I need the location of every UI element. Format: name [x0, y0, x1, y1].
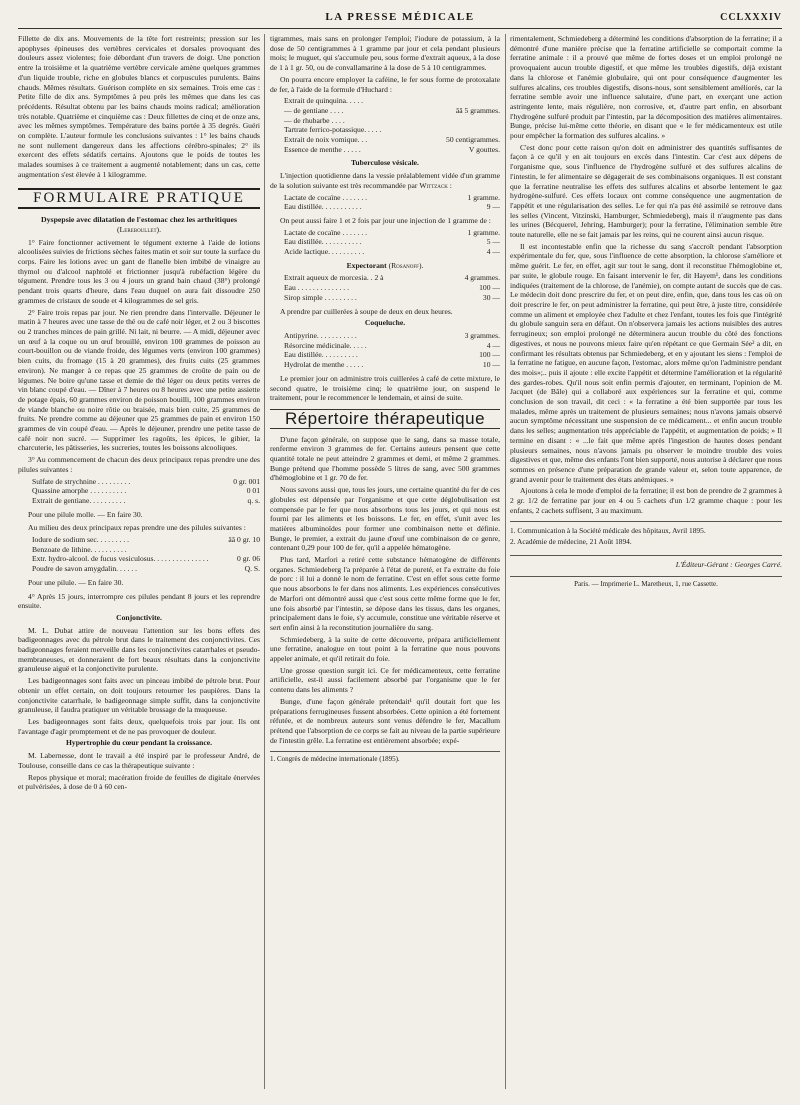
rx-ingredient: — de rhubarbe . . . . — [284, 115, 345, 125]
subsection-title-text: Dyspepsie avec dilatation de l'estomac chez les arthritiques — [41, 215, 237, 225]
prescription — [284, 193, 500, 212]
paragraph — [270, 171, 500, 190]
column-3 — [510, 34, 782, 1089]
rx-ingredient: — de gentiane . . . . — [284, 105, 344, 115]
rx-ingredient: Extrait de noix vomique. . . — [284, 135, 368, 145]
rx-ingredient: Sirop simple . . . . . . . . . — [284, 292, 357, 302]
column-2 — [270, 34, 500, 1089]
rx-ingredient: Acide lactique. . . . . . . . . . — [284, 247, 365, 257]
paragraph: Schmiedeberg, à la suite de cette découverte, prépara artificiellement une ferratine, analogue en tout point à la ferratine que nous pouvons appeler animale, et qu'il retirait du foie. — [270, 634, 500, 664]
paragraph: Le premier jour on administre trois cuillerées à café de cette mixture, le second quatre, le troisième cinq; le quatrième jour, on suspend le traitement, pour le recommencer le lendemain, et ainsi de suite. — [270, 373, 500, 403]
subsection-title: Hypertrophie du cœur pendant la croissance. — [66, 738, 212, 748]
printer-credit: Paris. — Imprimerie L. Maretheux, 1, rue Cassette. — [510, 576, 782, 590]
subsection-title: Coqueluche. — [364, 318, 406, 328]
paragraph: tigrammes, mais sans en prolonger l'emploi; l'iodure de potassium, à la dose de 50 centigrammes à 1 gramme par jour et cela pendant plusieurs mois; le muguet, qui s'accumule peu, sous forme d'extrait aqueux, à la dose de 1 à 1 gr. 50, ou de convallamarine à la dose de 5 à 10 centigrammes. — [270, 34, 500, 73]
rx-ingredient: Résorcine médicinale. . . . . — [284, 340, 367, 350]
rx-ingredient: Eau distillée. . . . . . . . . . — [284, 350, 358, 360]
subsection-title — [270, 261, 500, 271]
prescription — [284, 273, 500, 302]
rx-dose: ââ 0 gr. 10 — [228, 535, 260, 545]
rx-ingredient: Benzoate de lithine. . . . . . . . . . — [32, 544, 127, 554]
paragraph: Plus tard, Marfori a retiré cette substance hématogène de différents organes. Schmiedeberg l'a préparée à l'état de pureté, et l'a extraite du foie de porc : il lui a donné le nom de ferratine. C'est en effet sous cette forme que nous absorbons le fer dans nos aliments. Les expériences consécutives de Marfori ont démontré aussi que c'est sous cette même forme que le fer, une fois absorbé par l'intestin, se dépose dans les tissus, dans les organes, principalement dans le foie, s'y accumule, constitue une véritable réserve et sert enfin ainsi à la reconstitution journalière du sang. — [270, 555, 500, 632]
paragraph: rimentalement, Schmiedeberg a déterminé les conditions d'absorption de la ferratine; il a démontré d'une manière précise que la ferratine artificielle se comportait comme la ferratine animale : il a prouvé que même de fortes doses et un emploi prolongé ne provoquaient aucun trouble digestif, et que même les troubles digestifs, déjà existant dans la chlorose et l'anémie globulaire, qui ont pour conséquence d'augmenter les sulfures alcalins, ces troubles digestifs, disons-nous, sont sensiblement améliorés, car la ferratine semble avoir une influence salutaire, d'une part, en exerçant une action astringente lente, mais régulière, non corrosive, et, d'autre part enfin, en absorbant l'hydrogène sulfuré produit par l'intestin, par la décomposition des matières alimentaires. Bunge, précise lui-même cette théorie, en disant que « le fer médicamenteux est utile pour empêcher la formation des sulfures alcalins. » — [510, 34, 782, 141]
paragraph: D'une façon générale, on suppose que le sang, dans sa masse totale, renferme environ 3 grammes de fer. Certains auteurs pensent que cette quantité totale ne peut atteindre 2 grammes et demi, et même 2 grammes. Bunge prétend que l'homme possède 5 litres de sang, avec 500 grammes d'hémoglobine et 1 gr. 70 de fer. — [270, 434, 500, 483]
subsection-title: Conjonctivite. — [116, 612, 162, 622]
rx-ingredient: Eau distillée. . . . . . . . . . . — [284, 202, 362, 212]
paragraph: C'est donc pour cette raison qu'on doit en administrer des quantités suffisantes de façon à ce qu'il y en ait toujours en excès dans l'intestin. Car c'est aux dépens de l'organisme que, sous l'influence de l'hydrogène sulfuré et des sulfures alcalins de l'intestin, le fer alimentaire se dégagerait de ses combinaisons organiques. Il est constant que la ferratine neutralise les effets des sulfures alcalins et absorbe lentement le gaz hydrogène-sulfuré. Ces effets locaux ont comme conséquence une augmentation de l'appétit et une régularisation des selles. Le fer qui n'a pas été assimilé se retrouve dans les selles (Vincent, Vitzinski, Hamburger, Schmiedeberg), mais il n'augmente pas dans les urines (Bécquerel, Jehring, Hamburger); pour la ferratine, l'élimination semble être toute naturelle, elle ne se fait jamais par les reins, qui ne courent ainsi aucun risque. — [510, 142, 782, 240]
paragraph: Nous savons aussi que, tous les jours, une certaine quantité du fer de ces globules est dépensée par l'organisme et que cette déglobulisation est compensée par le fer que nous absorbons tous les jours, et qui nous est fourni par les aliments et les boissons. Le fer, en effet, s'unit avec les matières albuminoïdes pour former une combinaison nette et définie. Bunge, le premier, a extrait du jaune d'œuf une combinaison de ce genre, contenant 0,29 pour 100 de fer, qu'il a appelée hématogène. — [270, 485, 500, 553]
rx-dose: 3 grammes. — [464, 330, 500, 340]
paragraph: Fillette de dix ans. Mouvements de la tête fort restreints; pression sur les apophyses épineuses des vertèbres cervicales et dorsales provoquant des douleurs assez violentes; foie débordant d'un travers de doigt. Une ponction entre la troisième et la quatrième vertèbre cervicale amène quelques grammes d'un liquide trouble, riche en globules blancs et corpuscules purulents. Bains chauds. Mêmes résultats. Guérison complète en six semaines. Trois eme cas : Petite fille de dix ans. Symptômes à peu près les mêmes que dans les cas précédents. Résultat obtenu par les bains chauds moins radical; amélioration très notable. Quatrième et cinquième cas : Deux fillettes de cinq et de onze ans, avec les mêmes symptômes. Température des bains portée à 35 degrés. Guéri on complète. L'auteur formule les conclusions suivantes : 1° les bains chauds ne sont nullement dangereux dans les affections cérébro-spinales; 2° ils exercent des effets sédatifs certains. Ajoutons que le poids de toutes les malades soumises à ce traitement a augmenté notablement; dans un cas, cette augmentation s'est élevée à 1 kilogramme. — [18, 34, 260, 179]
rx-dose: q. s. — [247, 495, 260, 505]
paragraph: Au milieu des deux principaux repas prendre une des pilules suivantes : — [28, 523, 246, 533]
paragraph: Les badigeonnages sont faits avec un pinceau imbibé de pétrole brut. Pour obtenir un effet certain, on doit toujours retourner les paupières. Dans la conjonctivite catarrhale, le badigeonnage simple suffit, dans la conjonctivite granuleuse, il faudra pratiquer un véritable brossage de la muqueuse. — [18, 676, 260, 715]
author: (Rosanoff). — [388, 260, 424, 270]
rx-ingredient: Essence de menthe . . . . . — [284, 144, 361, 154]
paragraph: 2° Faire trois repas par jour. Ne rien prendre dans l'intervalle. Déjeuner le matin à 7 heures avec une tasse de thé ou de café noir léger, et 2 ou 3 biscottes ou 2 tranches minces de pain grillé. Ni lait, ni beurre. — A midi, déjeuner avec un œuf à la coque ou un œuf brouillé, environ 100 grammes de poisson au court-bouillon ou de viande froide, des légumes verts (environ 100 grammes) bien cuits, du fromage (15 à 20 grammes), des fruits cuits (25 grammes environ). Ne manger à ce repas que 25 grammes de croûte de pain ou de légumes. Ne boire qu'une tasse et demie de thé léger ou deux petits verres de vin blanc coupé d'eau. — Dîner à 7 heures ou 8 heures avec une petite assiette de potage épais, 60 grammes environ de poisson bouilli, 100 grammes environ de viande blanche ou noire rôtie ou braisée, mais bien cuite, 25 grammes de fruits. Ne prendre comme au déjeuner que 25 grammes de pain et environ 150 grammes de vin coupé d'eau. — Après le déjeuner, prendre une petite tasse de café noir non sucré. — Supprimer les ragoûts, les épices, le gibier, la charcuterie, les pâtisseries, les sucreries, toutes les boissons alcooliques. — [18, 307, 260, 453]
rx-dose: 30 — — [482, 292, 500, 302]
column-1 — [18, 34, 260, 1089]
rx-dose: Q. S. — [244, 564, 260, 574]
rx-dose: 4 — — [486, 247, 500, 257]
paragraph: 4° Après 15 jours, interrompre ces pilules pendant 8 jours et les reprendre ensuite. — [18, 591, 260, 611]
rx-dose: 4 grammes. — [464, 273, 500, 283]
paragraph: 3° Au commencement de chacun des deux principaux repas prendre une des pilules suivantes : — [18, 455, 260, 474]
rx-ingredient: Sulfate de strychnine . . . . . . . . . — [32, 476, 131, 486]
rx-dose: 100 — — [479, 350, 500, 360]
paragraph: Bunge, d'une façon générale prétendait¹ qu'il doutait fort que les préparations ferrugineuses fussent absorbées. Cette opinion a été fortement réfutée, et de nombreux auteurs sont venus défendre le fer, Macallum prétend que l'absorption de ce corps se fait au niveau de la partie supérieure de l'intestin grêle. La ferratine est entièrement absorbée; expé- — [270, 696, 500, 745]
paragraph-text: L'injection quotidienne dans la vessie préalablement vidée d'un gramme de la solution suivante est très recommandée par — [270, 171, 500, 190]
rx-ingredient: Lactate de cocaïne . . . . . . . — [284, 192, 368, 202]
paragraph: Il est incontestable enfin que la richesse du sang s'accroît pendant l'absorption expérimentale du fer, que, sous l'influence de cette absorption, la chlorose s'améliore et même guérit. Le fer, en effet, agit sur tout le sang, dont il reconstitue l'hémoglobine et, par suite, le globule rouge. En faisant intervenir le fer, dit Hayem¹, dans les conditions indiquées (traitement de la chlorose, de l'anémie), on compte autant de succès que de cas. Le médecin doit donc prescrire du fer, et on peut dire, enfin, que, dans tous les cas où on doit prescrire le fer, on peut administrer la ferratine, qui peut être, à juste titre, considérée comme un aliment et employée chez l'adulte et chez l'enfant, toutes les fois que l'intégrité du globule sanguin sera en défaut. On n'observera jamais les actions nuisibles des autres ferrugineux; son emploi prolongé ne déterminera aucun trouble du côté des fonctions digestives, et nous ne pouvons mieux faire qu'en répétant ce que Germain Sée² a dit, en confirmant les résultats obtenus par Schmiedeberg, et en y ajoutant les siens : l'emploi de la ferratine ne fatigue, en aucune façon, l'estomac, alors même qu'on l'administre pendant des mois»;.. puis il ajoute : elle excite l'appétit et détermine l'amélioration et la régularité des gardes-robes. Qu'il nous soit enfin permis d'ajouter, en terminant, l'opinion de M. Jacquet (de Bâle) qui a collaboré aux expériences sur la ferratine et qui, comme conclusion de son travail, dit ceci : « la ferratine a été bien supportée par tous les malades, même après un traitement de plusieurs semaines; nous n'avons jamais observé aucun symptôme nécessitant une suspension de ce médicament... et enfin aucun trouble dans les selles; augmentation très appréciable de l'appétit, et augmentation de poids; » Il termine en disant : « ...le fait que même après l'ingestion de hautes doses pendant plusieurs semaines, nous n'avons jamais pu observer le moindre trouble des voies digestives et que, même des enfants l'ont bien supporté, nous autorise à déclarer que nous sommes en présence d'une préparation de grande valeur et, selon toute apparence, de grand avenir pour le traitement des états anémiques. » — [510, 241, 782, 484]
footnote: 1. Congrès de médecine internationale (1895). — [270, 751, 500, 765]
paragraph: Ajoutons à cela le mode d'emploi de la ferratine; il est bon de prendre de 2 grammes à 2 gr. 1/2 de ferratine par jour en 4 ou 5 cachets d'un 1/2 gramme chaque : pour les enfants, 2 cachets suffisent, 3 au maximum. — [510, 486, 782, 515]
paragraph: Les badigeonnages sont faits deux, quelquefois trois par jour. Ils ont l'avantage d'agir promptement et de ne pas provoquer de douleur. — [18, 717, 260, 736]
rx-ingredient: Extrait de gentiane. . . . . . . . . . — [32, 495, 126, 505]
rx-dose: 5 — — [486, 237, 500, 247]
rx-dose — [446, 116, 500, 126]
rx-dose: ââ 5 grammes. — [455, 105, 500, 115]
paragraph: On peut aussi faire 1 et 2 fois par jour une injection de 1 gramme de : — [280, 215, 491, 225]
rx-ingredient: Extrait de quinquina. . . . . — [284, 96, 364, 106]
prescription — [284, 96, 500, 154]
rx-ingredient: Poudre de savon amygdalin. . . . . . — [32, 564, 138, 574]
rx-dose: 4 — — [486, 340, 500, 350]
rx-ingredient: Extrait aqueux de morcesia. . 2 à — [284, 273, 384, 283]
rx-dose: 0 gr. 001 — [233, 476, 260, 486]
rx-dose: 0 gr. 06 — [237, 554, 260, 564]
footnote: 2. Académie de médecine, 21 Août 1894. — [510, 537, 632, 547]
rx-dose: 0 01 — [246, 486, 260, 496]
rx-dose: 1 gramme. — [467, 192, 500, 202]
paragraph: 1° Faire fonctionner activement le tégument externe à l'aide de lotions alcoolisées suivies de frictions sèches faites matin et soir sur toute la surface du corps. Faire les lotions avec un gant de flanelle bien imbibé de vinaigre au thymol ou d'alcool naphtolé et frictionner jusqu'à rubéfaction légère du tégument. Prendre tous les 3 ou 4 jours un grand bain chaud (38°) prolongé pendant trois quarts d'heure, dans l'eau duquel on aura fait dissoudre 250 grammes de cristaux de soude et 4 kilogrammes de sel gris. — [18, 237, 260, 305]
paragraph: M. L. Dubat attire de nouveau l'attention sur les bons effets des badigeonnages avec du pétrole brut dans le traitement des conjonctivites. Ces badigeonnages feraient merveille dans les conjonctivites catarrhales et pseudo-membraneuses, et donneraient de fort beaux résultats dans la conjonctivite granuleuse aiguë et la conjonctivite purulente. — [18, 625, 260, 674]
rx-dose — [446, 96, 500, 106]
rx-dose: 100 — — [479, 283, 500, 293]
section-heading: FORMULAIRE PRATIQUE — [18, 188, 260, 210]
rx-dose: 9 — — [486, 202, 500, 212]
rx-dose — [446, 125, 500, 135]
rx-dose — [228, 545, 260, 555]
author: Wittzack : — [419, 180, 452, 190]
paragraph: On pourra encore employer la caféine, le fer sous forme de protoxalate de fer, à l'aide de la formule d'Huchard : — [270, 74, 500, 94]
rx-ingredient: Extr. hydro-alcool. de fucus vesiculosus. . . . . . . . . . . . . . . — [32, 554, 209, 564]
rx-note: Pour une pilule. — En faire 30. — [28, 577, 124, 587]
paragraph: Repos physique et moral; macération froide de feuilles de digitale énervées et pulvérisées, à dose de 0 à 60 cen- — [18, 772, 260, 792]
rx-dose: 10 — — [482, 360, 500, 370]
rx-dose: 1 gramme. — [467, 227, 500, 237]
rx-ingredient: Lactate de cocaïne . . . . . . . — [284, 227, 368, 237]
rx-dose: 50 centigrammes. — [446, 135, 500, 145]
footnotes — [510, 521, 782, 546]
paragraph: Une grosse question surgit ici. Ce fer médicamenteux, cette ferratine artificielle, est-il aussi facilement absorbé par l'organisme que le fer contenu dans les aliments ? — [270, 665, 500, 695]
prescription — [32, 477, 260, 506]
rx-ingredient: Eau . . . . . . . . . . . . . . — [284, 283, 349, 293]
subsection-title — [18, 215, 260, 234]
prescription — [284, 331, 500, 370]
column-rule — [505, 34, 506, 1089]
rx-ingredient: Quassine amorphe . . . . . . . . . . — [32, 486, 127, 496]
footnote: 1. Communication à la Société médicale des hôpitaux, Avril 1895. — [510, 526, 706, 536]
rx-ingredient: Antipyrine. . . . . . . . . . . — [284, 330, 357, 340]
journal-title: LA PRESSE MÉDICALE — [325, 11, 475, 23]
page-header — [18, 6, 782, 29]
rx-note: Pour une pilule molle. — En faire 30. — [28, 509, 143, 519]
subsection-title: Tuberculose vésicale. — [351, 158, 419, 168]
paragraph: A prendre par cuillerées à soupe de deux en deux heures. — [280, 306, 453, 316]
subsection-title-text: Expectorant — [346, 260, 387, 270]
prescription — [32, 535, 260, 574]
rx-ingredient: Iodure de sodium sec. . . . . . . . . — [32, 535, 130, 545]
paragraph: M. Labernesse, dont le travail a été inspiré par le professeur André, de Toulouse, conseille dans ce cas la thérapeutique suivante : — [18, 751, 260, 770]
column-rule — [264, 34, 265, 1089]
section-heading: Répertoire thérapeutique — [270, 409, 500, 429]
editor-credit: L'Éditeur-Gérant : Georges Carré. — [510, 555, 782, 570]
rx-ingredient: Tartrate ferrico-potassique. . . . . — [284, 125, 382, 135]
rx-dose: V gouttes. — [468, 144, 500, 154]
author: (Lereboullet). — [116, 224, 162, 234]
rx-ingredient: Eau distillée. . . . . . . . . . . — [284, 237, 362, 247]
page-number: CCLXXXIV — [720, 11, 782, 23]
rx-ingredient: Hydrolat de menthe . . . . . — [284, 360, 364, 370]
prescription — [284, 228, 500, 257]
